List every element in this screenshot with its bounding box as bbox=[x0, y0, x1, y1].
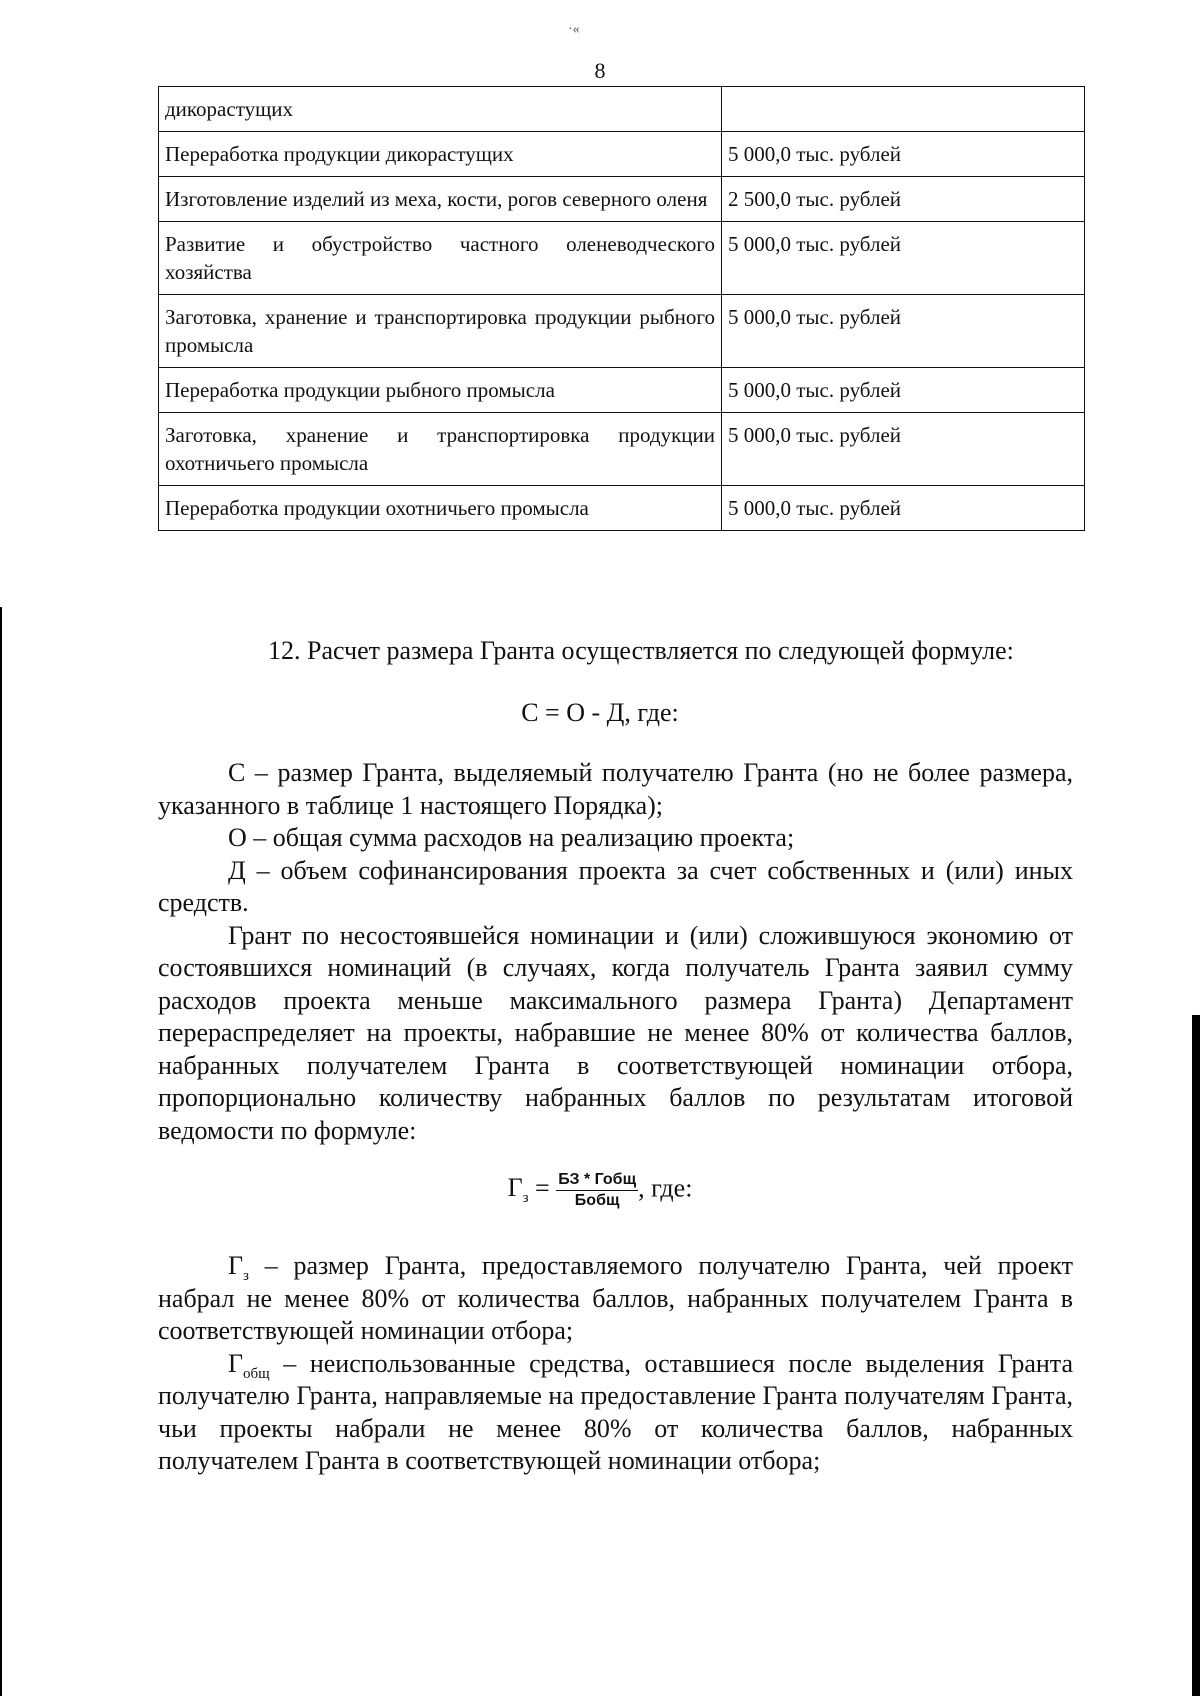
formula-g3 bbox=[0, 1170, 1200, 1211]
formula-g3-equals: = bbox=[535, 1173, 550, 1203]
nomination-name-cell: Изготовление изделий из меха, кости, рогов северного оленя bbox=[159, 177, 722, 222]
grant-amount-cell: 5 000,0 тыс. рублей bbox=[722, 486, 1085, 531]
nomination-name-cell: Развитие и обустройство частного оленеводческого хозяйства bbox=[159, 222, 722, 295]
scan-left-edge bbox=[0, 607, 2, 1696]
nomination-name-cell: Переработка продукции дикорастущих bbox=[159, 132, 722, 177]
grant-amount-cell bbox=[722, 87, 1085, 132]
table-row bbox=[159, 368, 1085, 413]
definition-gobsh: $Г_{общ}$ – неиспользованные средства, оставшиеся после выделения Гранта получателю Гранта, направляемые на предоставление Гранта получателям Гранта, чьи проекты набрали не менее 80% от количества баллов, набранных получателем Гранта в соответствующей номинации отбора; bbox=[158, 1348, 1073, 1475]
grant-amount-cell: 5 000,0 тыс. рублей bbox=[722, 413, 1085, 486]
nomination-name-cell: Переработка продукции охотничьего промысла bbox=[159, 486, 722, 531]
formula-g3-suffix: , где: bbox=[638, 1173, 693, 1203]
nomination-name-cell: Переработка продукции рыбного промысла bbox=[159, 368, 722, 413]
formula-g3-lhs: $Г_з$ bbox=[507, 1173, 529, 1207]
formula-g3-fraction bbox=[556, 1170, 638, 1211]
nomination-name-cell: дикорастущих bbox=[159, 87, 722, 132]
definition-o: О – общая сумма расходов на реализацию проекта; bbox=[228, 823, 795, 852]
symbol-definitions-block bbox=[158, 1250, 1073, 1478]
formula-g3-numerator: БЗ * Гобщ bbox=[556, 1170, 638, 1191]
table-row bbox=[159, 486, 1085, 531]
nominations-table bbox=[158, 86, 1085, 531]
table-row bbox=[159, 222, 1085, 295]
table-row bbox=[159, 177, 1085, 222]
scan-artifact-mark: ·« bbox=[568, 22, 580, 37]
table-row bbox=[159, 87, 1085, 132]
formula-g3-denominator: Бобщ bbox=[574, 1192, 620, 1209]
scan-right-edge bbox=[1192, 1015, 1200, 1696]
table-row bbox=[159, 295, 1085, 368]
definition-g3: $Г_з$ – размер Гранта, предоставляемого получателю Гранта, чей проект набрал не менее 80% от количества баллов, набранных получателем Гранта в соответствующей номинации отбора; bbox=[158, 1251, 1073, 1345]
table-row bbox=[159, 132, 1085, 177]
grant-amount-cell: 5 000,0 тыс. рублей bbox=[722, 132, 1085, 177]
redistribution-paragraph: Грант по несостоявшейся номинации и (или) сложившуюся экономию от состоявшихся номинаций (в случаях, когда получатель Гранта заявил сумму расходов проекта меньше максимального размера Гранта) Департамент перераспределяет на проекты, набравшие не менее 80% от количества баллов, набранных получателем Гранта в соответствующей номинации отбора, пропорционально количеству набранных баллов по результатам итоговой ведомости по формуле: bbox=[158, 920, 1073, 1145]
nomination-name-cell: Заготовка, хранение и транспортировка продукции охотничьего промысла bbox=[159, 413, 722, 486]
grant-amount-cell: 5 000,0 тыс. рублей bbox=[722, 295, 1085, 368]
definition-c: С – размер Гранта, выделяемый получателю Гранта (но не более размера, указанного в таблице 1 настоящего Порядка); bbox=[158, 758, 1073, 820]
definition-d: Д – объем софинансирования проекта за счет собственных и (или) иных средств. bbox=[158, 855, 1073, 917]
grant-amount-cell: 5 000,0 тыс. рублей bbox=[722, 368, 1085, 413]
grant-amount-cell: 2 500,0 тыс. рублей bbox=[722, 177, 1085, 222]
formula-c-equals-o-minus-d: С = О - Д, где: bbox=[521, 698, 679, 727]
table-row bbox=[159, 413, 1085, 486]
section-12-heading: 12. Расчет размера Гранта осуществляется по следующей формуле: bbox=[268, 636, 1014, 665]
nomination-name-cell: Заготовка, хранение и транспортировка продукции рыбного промысла bbox=[159, 295, 722, 368]
definitions-block bbox=[158, 757, 1073, 1147]
grant-amount-cell: 5 000,0 тыс. рублей bbox=[722, 222, 1085, 295]
page-number: 8 bbox=[594, 58, 606, 83]
